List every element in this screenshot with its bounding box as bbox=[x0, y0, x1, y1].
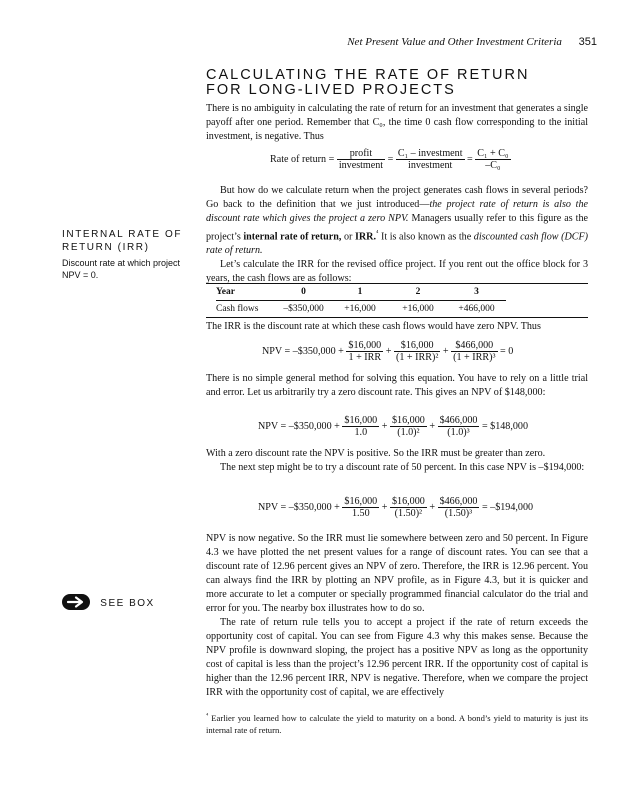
footnote-mark: ⁴ bbox=[206, 712, 209, 719]
margin-term: INTERNAL RATE OF RETURN (IRR) bbox=[62, 229, 183, 253]
paragraph-2: But how do we calculate return when the project generates cash flows in several periods? Go back to the definition that we just introduced—the project rate of return is also the discount rate which gives the project a zero NPV. Managers usually refer to this figure as the project’s internal rate of return, or IRR.$^{^4}$ It is also known as the discounted cash flow (DCF) rate of return. Let’s calculate the IRR for the revised office project. If you rent out the office block for 3 years, the cash flows are as follows: bbox=[206, 185, 589, 285]
section-title bbox=[206, 68, 596, 98]
section-title-line2: FOR LONG-LIVED PROJECTS bbox=[206, 82, 456, 98]
paragraph-1: There is no ambiguity in calculating the rate of return for an investment that generates a single payoff after one period. Remember that C₀, the time 0 cash flow corresponding to the initial investment, is negative. Thus bbox=[206, 103, 588, 142]
page-number: 351 bbox=[578, 36, 597, 48]
table-header-row: Year 0 1 2 3 bbox=[216, 287, 479, 297]
margin-definition bbox=[62, 228, 192, 281]
margin-definition-text: Discount rate at which project NPV = 0. bbox=[62, 258, 181, 280]
equation-rate-of-return: Rate of return = $\frac{\text{profit}}{\text{investment}}$ = $\frac{\text{C₁ – investment}}{\text{investment}}$ = $\frac{\text{C₁ + C₀}}{\text{–C₀}}$ bbox=[270, 148, 509, 171]
footnote-text: Earlier you learned how to calculate the yield to maturity on a bond. A bond’s yield to maturity is just its internal rate of return. bbox=[206, 712, 588, 735]
equation-fifty-percent: NPV = –$350,000 + $\frac{\$16,000}{1.50}$ + $\frac{\$16,000}{\text{(1.50)²}}$ + $\frac{\$466,000}{\text{(1.50)³}}$ = –$194,000 bbox=[258, 496, 534, 519]
paragraph-9: The rate of return rule tells you to accept a project if the rate of return exceeds the opportunity cost of capital. You can see from Figure 4.3 why this makes sense. Because the NPV profile is downward sloping, the project has a positive NPV as long as the opportunity cost of capital is less than the project’s 12.96 percent IRR. If the opportunity cost of capital is higher than the 12.96 percent IRR, NPV is negative. Therefore, when we compare the project IRR with the opportunity cost of capital, we are effectively bbox=[206, 617, 588, 698]
equation-zero-rate: NPV = –$350,000 + $\frac{\$16,000}{1.0}$ + $\frac{\$16,000}{\text{(1.0)²}}$ + $\frac{\$466,000}{\text{(1.0)³}}$ = $148,000 bbox=[258, 415, 529, 438]
section-title-line1: CALCULATING THE RATE OF RETURN bbox=[206, 67, 530, 83]
running-header bbox=[347, 36, 597, 48]
footnote bbox=[206, 710, 588, 736]
paragraph-3: Let’s calculate the IRR for the revised office project. If you rent out the office block for 3 years, the cash flows are as follows: bbox=[206, 259, 588, 285]
arrow-right-icon bbox=[62, 594, 90, 613]
see-box-label: SEE BOX bbox=[100, 598, 155, 610]
paragraph-8: NPV is now negative. So the IRR must lie somewhere between zero and 50 percent. In Figure 4.3 we have plotted the net present values for a range of discount rates. You can see that a discount rate of 12.96 percent gives an NPV of zero. Therefore, the IRR is 12.96 percent. You can always find the IRR by plotting an NPV profile, as in Figure 4.3, but it is quicker and more accurate to let a computer or specially programmed financial calculator do the trial and error for you. The nearby box illustrates how to do so. The rate of return rule tells you to accept a project if the rate of return exceeds the opportunity cost of capital. You can see from Figure 4.3 why this makes sense. Because the NPV profile is downward sloping, the project has a positive NPV as long as the opportunity cost of capital is less than the project’s 12.96 percent IRR. If the opportunity cost of capital is higher than the 12.96 percent IRR, NPV is negative. Therefore, when we compare the project IRR with the opportunity cost of capital, we are effectively bbox=[206, 533, 588, 698]
running-title: Net Present Value and Other Investment Criteria bbox=[347, 36, 562, 48]
paragraph-5: There is no simple general method for solving this equation. You have to rely on a little trial and error. Let us arbitrarily try a zero discount rate. This gives an NPV of $148,000: bbox=[206, 373, 588, 398]
equation-irr: NPV = –$350,000 + $\frac{\$16,000}{\text{1 + IRR}}$ + $\frac{\$16,000}{\text{(1 + IRR)²}}$ + $\frac{\$466,000}{\text{(1 + IRR)³}}$ = 0 bbox=[262, 340, 514, 363]
cash-flow-table bbox=[206, 283, 588, 318]
paragraph-6: With a zero discount rate the NPV is positive. So the IRR must be greater than zero. The next step might be to try a discount rate of 50 percent. In this case NPV is –$194,000: bbox=[206, 447, 588, 475]
paragraph-7: The next step might be to try a discount rate of 50 percent. In this case NPV is –$194,000: bbox=[220, 462, 585, 473]
paragraph-4: The IRR is the discount rate at which these cash flows would have zero NPV. Thus bbox=[206, 321, 541, 332]
table-row: Cash flows –$350,000 +16,000 +16,000 +466,000 bbox=[216, 304, 495, 314]
see-box-callout[interactable] bbox=[62, 594, 155, 613]
